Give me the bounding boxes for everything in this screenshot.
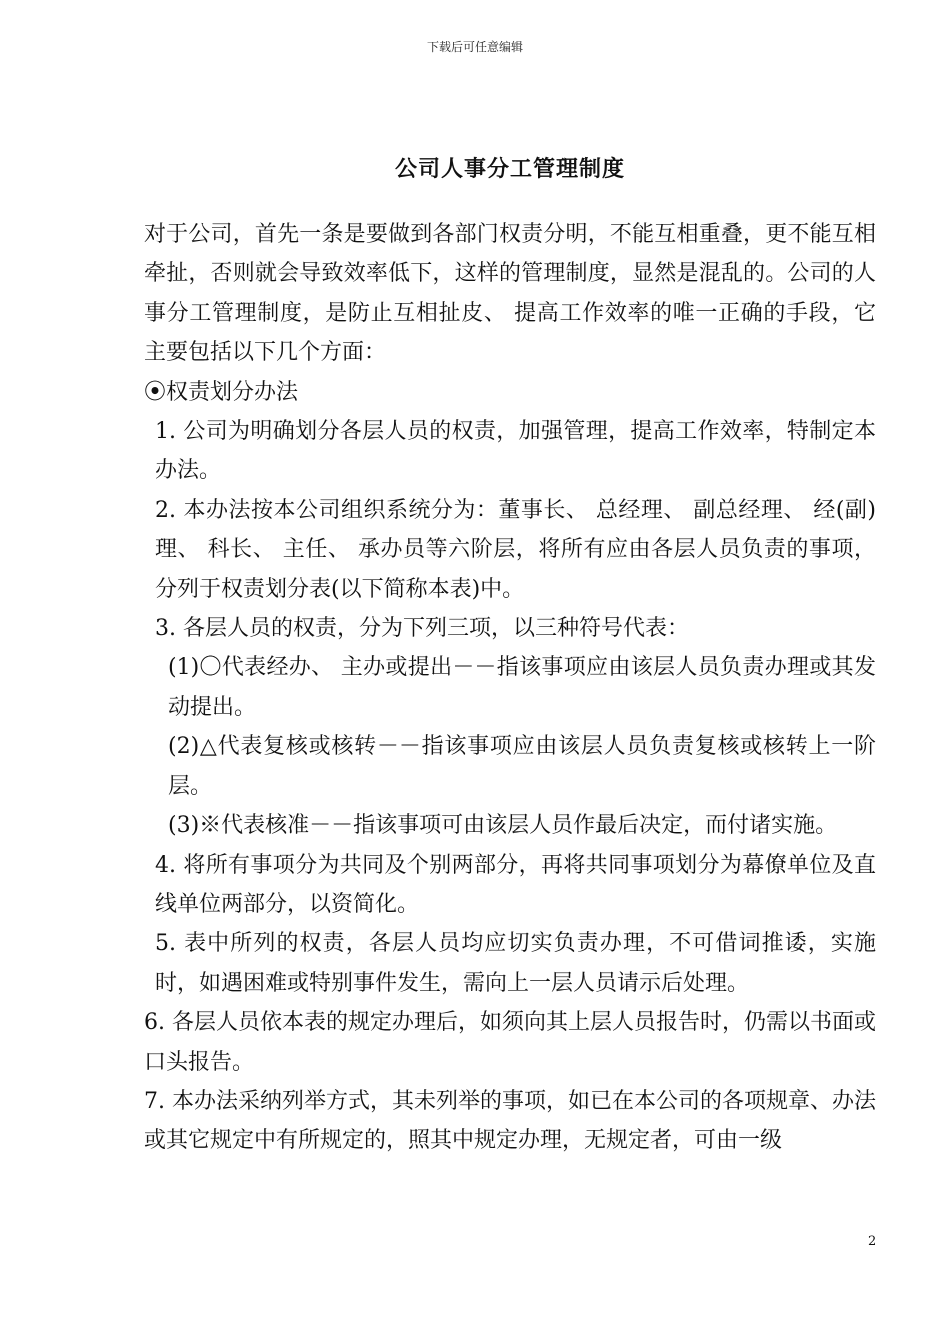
list-item-2: 2. 本办法按本公司组织系统分为：董事长、 总经理、 副总经理、 经(副)理、 科长、 主任、 承办员等六阶层，将所有应由各层人员负责的事项，分列于权责划分表(以下简称本表)中。 (155, 497, 876, 602)
list-item-7: 7. 本办法采纳列举方式，其未列举的事项，如已在本公司的各项规章、办法或其它规定中有所规定的，照其中规定办理，无规定者，可由一级 (144, 1088, 876, 1154)
list-item-3: 3. 各层人员的权责，分为下列三项，以三种符号代表： (155, 616, 689, 642)
document-body (144, 215, 876, 1161)
sub-item-1: (1)〇代表经办、 主办或提出－－指该事项应由该层人员负责办理或其发动提出。 (168, 655, 876, 720)
list-item-1: 1. 公司为明确划分各层人员的权责，加强管理，提高工作效率，特制定本办法。 (155, 419, 876, 484)
list-item-5: 5. 表中所列的权责，各层人员均应切实负责办理，不可借词推诿，实施时，如遇困难或特别事件发生，需向上一层人员请示后处理。 (155, 931, 876, 996)
document-title: 公司人事分工管理制度 (394, 157, 625, 182)
page-number: 2 (868, 1234, 877, 1249)
section-heading: ⦿权责划分办法 (144, 379, 299, 405)
sub-item-2: (2)△代表复核或核转－－指该事项应由该层人员负责复核或核转上一阶层。 (168, 734, 876, 799)
intro-paragraph: 对于公司，首先一条是要做到各部门权责分明，不能互相重叠，更不能互相牵扯，否则就会导致效率低下，这样的管理制度，显然是混乱的。公司的人事分工管理制度，是防止互相扯皮、 提高工作效率的唯一正确的手段，它主要包括以下几个方面： (144, 222, 876, 366)
list-item-4: 4. 将所有事项分为共同及个别两部分，再将共同事项划分为幕僚单位及直线单位两部分，以资简化。 (155, 852, 876, 917)
page-header: 下载后可任意编辑 (426, 40, 523, 54)
list-item-6: 6. 各层人员依本表的规定办理后，如须向其上层人员报告时，仍需以书面或口头报告。 (144, 1010, 876, 1075)
sub-item-3: (3)※代表核准－－指该事项可由该层人员作最后决定，而付诸实施。 (168, 813, 838, 839)
